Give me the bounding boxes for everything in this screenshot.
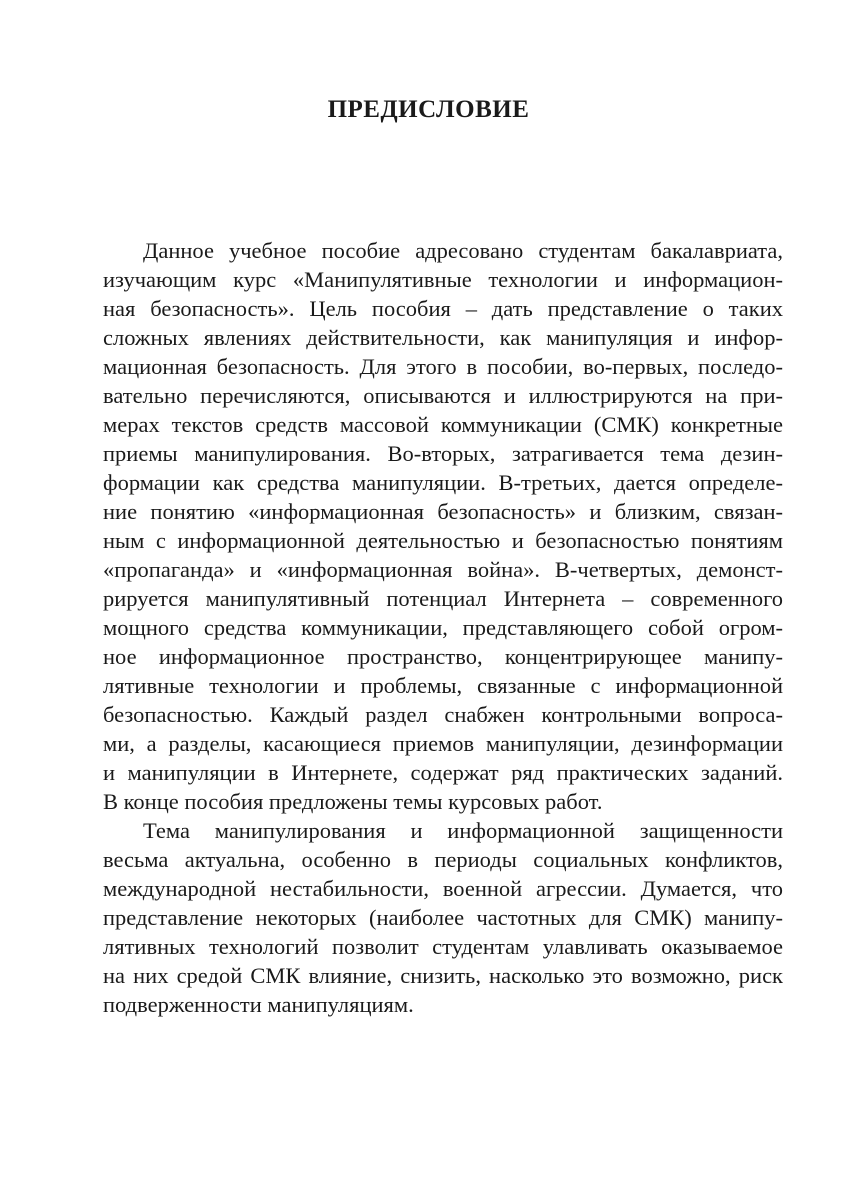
text-line: ми, а разделы, касающиеся приемов манипуляции, дезинформации xyxy=(103,731,783,756)
text-line: ное информационное пространство, концентрирующее манипу- xyxy=(103,644,783,669)
text-line: рируется манипулятивный потенциал Интернета – современного xyxy=(103,586,783,611)
text-line: ная безопасность». Цель пособия – дать представление о таких xyxy=(103,296,783,321)
page-title: ПРЕДИСЛОВИЕ xyxy=(327,96,530,123)
text-line: «пропаганда» и «информационная война». В-четвертых, демонст- xyxy=(103,557,783,582)
text-line: В конце пособия предложены темы курсовых работ. xyxy=(103,789,603,814)
text-line: мерах текстов средств массовой коммуникации (СМК) конкретные xyxy=(103,412,783,437)
text-line: лятивные технологии и проблемы, связанные с информационной xyxy=(103,673,783,698)
text-line: лятивных технологий позволит студентам улавливать оказываемое xyxy=(103,934,783,959)
text-line: подверженности манипуляциям. xyxy=(103,992,414,1017)
body-text xyxy=(103,236,783,1019)
text-line: изучающим курс «Манипулятивные технологии и информацион- xyxy=(103,267,783,292)
text-line: Тема манипулирования и информационной защищенности xyxy=(143,818,783,843)
text-line: Данное учебное пособие адресовано студентам бакалавриата, xyxy=(143,238,783,263)
text-line: ние понятию «информационная безопасность» и близким, связан- xyxy=(103,499,783,524)
text-line: весьма актуальна, особенно в периоды социальных конфликтов, xyxy=(103,847,783,872)
text-line: безопасностью. Каждый раздел снабжен контрольными вопроса- xyxy=(103,702,783,727)
text-line: формации как средства манипуляции. В-третьих, дается определе- xyxy=(103,470,783,495)
text-line: мощного средства коммуникации, представляющего собой огром- xyxy=(103,615,783,640)
paragraph-1 xyxy=(103,236,783,816)
text-line: представление некоторых (наиболее частотных для СМК) манипу- xyxy=(103,905,783,930)
text-line: приемы манипулирования. Во-вторых, затрагивается тема дезин- xyxy=(103,441,783,466)
paragraph-2 xyxy=(103,816,783,1019)
text-line: международной нестабильности, военной агрессии. Думается, что xyxy=(103,876,783,901)
text-line: и манипуляции в Интернете, содержат ряд практических заданий. xyxy=(103,760,783,785)
text-line: вательно перечисляются, описываются и иллюстрируются на при- xyxy=(103,383,783,408)
text-line: сложных явлениях действительности, как манипуляция и инфор- xyxy=(103,325,783,350)
text-line: мационная безопасность. Для этого в пособии, во-первых, последо- xyxy=(103,354,783,379)
text-line: на них средой СМК влияние, снизить, насколько это возможно, риск xyxy=(103,963,783,988)
text-line: ным с информационной деятельностью и безопасностью понятиям xyxy=(103,528,783,553)
